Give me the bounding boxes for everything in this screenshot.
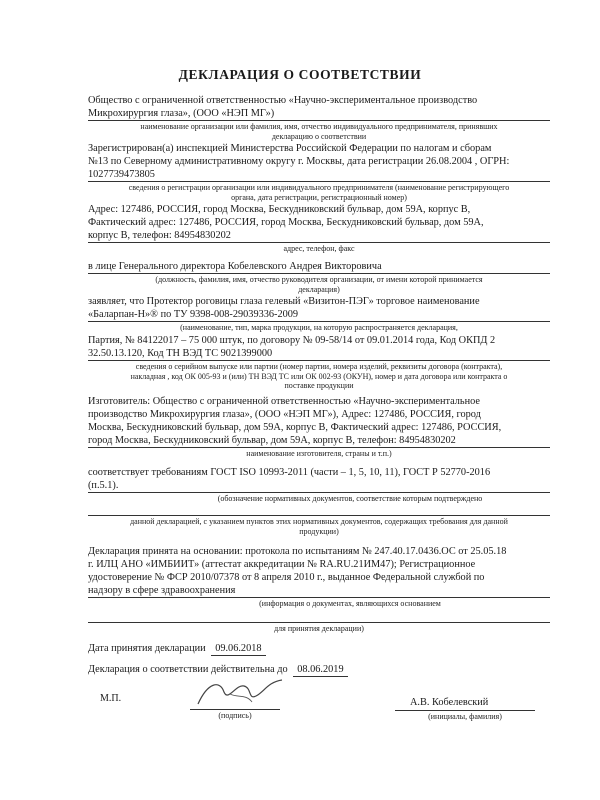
signature-underline <box>190 709 280 710</box>
address-line-3: корпус В, телефон: 84954830202 <box>88 230 231 241</box>
registration-caption-line-2: органа, дата регистрации, регистрационный номер) <box>231 192 407 202</box>
basis-caption-1: (информация о документах, являющихся основанием <box>259 599 441 608</box>
valid-date-row <box>88 663 550 677</box>
valid-date-value: 08.06.2019 <box>293 663 347 677</box>
accepted-date-row <box>88 642 550 656</box>
standards-caption-1: (обозначение нормативных документов, соответствие которым подтверждено <box>217 494 483 503</box>
director-caption-line-1: (должность, фамилия, имя, отчество руководителя организации, от имени которой принимается <box>155 275 483 284</box>
standards-caption-2-line-2: продукции) <box>299 526 339 536</box>
signatory-name: А.В. Кобелевский <box>410 697 489 708</box>
manufacturer-line-1: Изготовитель: Общество с ограниченной ответственностью «Научно-экспериментальное <box>88 396 480 407</box>
batch-caption-line-3: поставке продукции <box>284 381 354 391</box>
applicant-underline <box>88 120 550 121</box>
registration-caption-line-1: сведения о регистрации организации или индивидуального предпринимателя (наименование регистрирующего <box>128 183 510 192</box>
name-underline <box>395 710 535 711</box>
basis-line-3: удостоверение № ФСР 2010/07378 от 8 апреля 2010 г., выданное Федеральной службой по <box>88 572 485 583</box>
director-caption <box>88 275 550 294</box>
address-line-1: Адрес: 127486, РОССИЯ, город Москва, Бескудниковский бульвар, дом 59А, корпус В, <box>88 204 471 215</box>
product-caption: (наименование, тип, марка продукции, на которую распространяется декларация, <box>180 323 458 332</box>
director-caption-line-2: декларация) <box>298 284 340 294</box>
handwritten-signature <box>190 672 290 712</box>
standards-line-2: (п.5.1). <box>88 480 119 491</box>
manufacturer-line-4: город Москва, Бескудниковский бульвар, дом 59А, корпус В, телефон: 84954830202 <box>88 435 456 446</box>
accepted-date-value: 09.06.2018 <box>211 642 265 656</box>
basis-line-1: Декларация принята на основании: протокола по испытаниям № 247.40.17.0436.ОС от 25.05.18 <box>88 546 507 557</box>
applicant-line-2: Микрохирургия глаза», (ООО «НЭП МГ») <box>88 108 275 119</box>
signature-caption: (подпись) <box>218 711 252 720</box>
basis-caption-2: для принятия декларации) <box>274 624 364 633</box>
basis-line-4: надзору в сфере здравоохранения <box>88 585 236 596</box>
product-line-2: «Баларпан-Н»® по ТУ 9398-008-29039336-2009 <box>88 309 299 320</box>
basis-underline-2 <box>88 622 550 623</box>
standards-line-1: соответствует требованиям ГОСТ ISO 10993-2011 (части – 1, 5, 10, 11), ГОСТ Р 52770-2016 <box>88 467 491 478</box>
address-line-2: Фактический адрес: 127486, РОССИЯ, город Москва, Бескудниковский бульвар, дом 59А, <box>88 217 484 228</box>
registration-caption <box>88 183 550 202</box>
valid-date-label: Декларация о соответствии действительна до <box>88 664 288 675</box>
accepted-date-label: Дата принятия декларации <box>88 643 206 654</box>
standards-caption-2 <box>88 517 550 536</box>
standards-caption-2-line-1: данной декларацией, с указанием пунктов этих нормативных документов, содержащих требования для данной <box>130 517 508 526</box>
basis-line-2: г. ИЛЦ АНО «ИМБИИТ» (аттестат аккредитации № RA.RU.21ИМ47); Регистрационное <box>88 559 476 570</box>
standards-underline-2 <box>88 515 550 516</box>
applicant-caption <box>88 122 550 141</box>
basis-underline-1 <box>88 597 550 598</box>
address-underline <box>88 242 550 243</box>
batch-line-1: Партия, № 84122017 – 75 000 штук, по договору № 09-58/14 от 09.01.2014 года, Код ОКПД 2 <box>88 335 496 346</box>
manufacturer-line-2: производство Микрохирургия глаза», (ООО «НЭП МГ»), Адрес: 127486, РОССИЯ, город <box>88 409 481 420</box>
registration-line-3: 1027739473805 <box>88 169 155 180</box>
product-underline <box>88 321 550 322</box>
product-line-1: заявляет, что Протектор роговицы глаза гелевый «Визитон-ПЭГ» торговое наименование <box>88 296 480 307</box>
applicant-caption-line-2: декларацию о соответствии <box>271 131 367 141</box>
director-underline <box>88 273 550 274</box>
standards-underline-1 <box>88 492 550 493</box>
batch-caption-line-2: накладная , код ОК 005-93 и (или) ТН ВЭД ТС или ОК 002-93 (ОКУН), номер и дата договора или контракта о <box>130 371 508 381</box>
manufacturer-line-3: Москва, Бескудниковский бульвар, дом 59А, корпус В, Фактический адрес: 127486, РОССИЯ, <box>88 422 502 433</box>
manufacturer-underline <box>88 447 550 448</box>
batch-caption <box>88 362 550 391</box>
registration-line-1: Зарегистрирован(а) инспекцией Министерства Российской Федерации по налогам и сборам <box>88 143 492 154</box>
applicant-line-1: Общество с ограниченной ответственностью «Научно-экспериментальное производство <box>88 95 478 106</box>
registration-underline <box>88 181 550 182</box>
batch-line-2: 32.50.13.120, Код ТН ВЭД ТС 9021399000 <box>88 348 273 359</box>
address-caption: адрес, телефон, факс <box>283 244 355 253</box>
director-line: в лице Генерального директора Кобелевского Андрея Викторовича <box>88 261 382 272</box>
batch-underline <box>88 360 550 361</box>
name-caption: (инициалы, фамилия) <box>428 712 502 721</box>
batch-caption-line-1: сведения о серийном выпуске или партии (номер партии, номера изделий, реквизиты договора (контракта), <box>135 362 503 371</box>
document-title: ДЕКЛАРАЦИЯ О СООТВЕТСТВИИ <box>178 67 422 82</box>
applicant-caption-line-1: наименование организации или фамилия, имя, отчество индивидуального предпринимателя, принявших <box>140 122 498 131</box>
stamp-label: М.П. <box>100 693 122 704</box>
manufacturer-caption: наименование изготовителя, страны и т.п.) <box>246 449 392 458</box>
registration-line-2: №13 по Северному административному округу г. Москвы, дата регистрации 26.08.2004 , ОГРН: <box>88 156 510 167</box>
